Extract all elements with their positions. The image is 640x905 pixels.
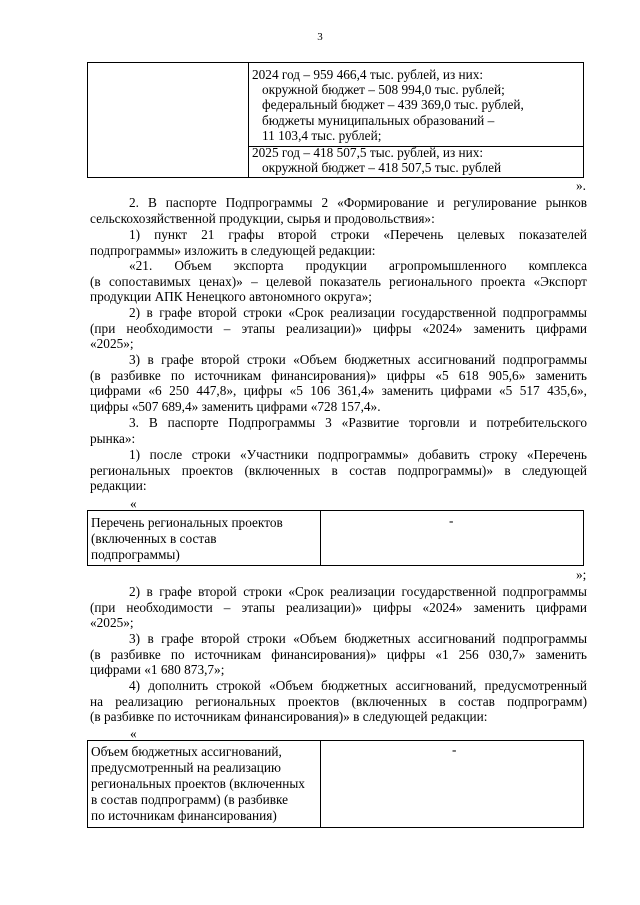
paragraph-sub3-item-3: 3) в графе второй строки «Объем бюджетных ассигнований подпрограммы (в разбивке по источникам финансирования)» цифры «1 256 030,7» заменить цифрами «1 680 873,7»; (90, 631, 587, 678)
budget-allocations-label-line: региональных проектов (включенных (91, 776, 305, 791)
budget-line: бюджеты муниципальных образований – (262, 113, 495, 128)
regional-projects-label-line: Перечень региональных проектов (91, 515, 283, 530)
budget-line: 2025 год – 418 507,5 тыс. рублей, из них: (252, 145, 484, 160)
paragraph-point-21: «21. Объем экспорта продукции агропромышленного комплекса (в сопоставимых ценах)» – целевой показатель регионального проекта «Экспорт продукции АПК Ненецкого автономного округа»; (90, 258, 587, 305)
open-quote: « (130, 726, 137, 741)
budget-allocations-table-divider (320, 740, 321, 828)
close-quote: »; (576, 567, 587, 582)
paragraph-add-row: 1) после строки «Участники подпрограммы» добавить строку «Перечень региональных проектов (включенных в состав подпрограммы)» в следующей редакции: (90, 447, 587, 494)
budget-table-divider (248, 62, 249, 178)
paragraph-item-3: 3) в графе второй строки «Объем бюджетных ассигнований подпрограммы (в разбивке по источникам финансирования)» цифры «5 618 905,6» заменить цифрами «6 250 447,8», цифры «5 106 361,4» заменить цифрами «5 517 435,6», цифры «507 689,4» заменить цифрами «728 157,4». (90, 352, 587, 414)
budget-allocations-label-line: по источникам финансирования) (91, 808, 277, 823)
budget-line: 11 103,4 тыс. рублей; (262, 128, 382, 143)
paragraph-subprogram-3: 3. В паспорте Подпрограммы 3 «Развитие торговли и потребительского рынка»: (90, 415, 587, 446)
budget-line: 2024 год – 959 466,4 тыс. рублей, из них: (252, 67, 484, 82)
regional-projects-label-line: (включенных в состав (91, 531, 217, 546)
budget-line: окружной бюджет – 508 994,0 тыс. рублей; (262, 82, 505, 97)
paragraph-item-2: 2) в графе второй строки «Срок реализации государственной подпрограммы (при необходимости – этапы реализации)» цифры «2024» заменить цифрами «2025»; (90, 305, 587, 352)
budget-allocations-label-line: в состав подпрограмм) (в разбивке (91, 792, 289, 807)
paragraph-item-1: 1) пункт 21 графы второй строки «Перечень целевых показателей подпрограммы» изложить в следующей редакции: (90, 227, 587, 258)
page-number: 3 (317, 31, 323, 43)
budget-allocations-label-line: предусмотренный на реализацию (91, 760, 281, 775)
regional-projects-value: - (449, 513, 454, 528)
budget-line: федеральный бюджет – 439 369,0 тыс. рублей, (262, 97, 524, 112)
budget-allocations-label-line: Объем бюджетных ассигнований, (91, 744, 282, 759)
paragraph-sub3-item-2: 2) в графе второй строки «Срок реализации государственной подпрограммы (при необходимости – этапы реализации)» цифры «2024» заменить цифрами «2025»; (90, 584, 587, 631)
budget-line: окружной бюджет – 418 507,5 тыс. рублей (262, 160, 502, 175)
regional-projects-table-divider (320, 510, 321, 566)
budget-allocations-value: - (452, 742, 457, 757)
paragraph-sub3-item-4: 4) дополнить строкой «Объем бюджетных ассигнований, предусмотренный на реализацию региональных проектов (включенных в состав подпрограмм) (в разбивке по источникам финансирования)» в следующей редакции: (90, 678, 587, 725)
paragraph-subprogram-2: 2. В паспорте Подпрограммы 2 «Формирование и регулирование рынков сельскохозяйственной продукции, сырья и продовольствия»: (90, 195, 587, 226)
close-quote: ». (576, 178, 586, 193)
open-quote: « (130, 496, 137, 511)
regional-projects-label-line: подпрограммы) (91, 547, 180, 562)
